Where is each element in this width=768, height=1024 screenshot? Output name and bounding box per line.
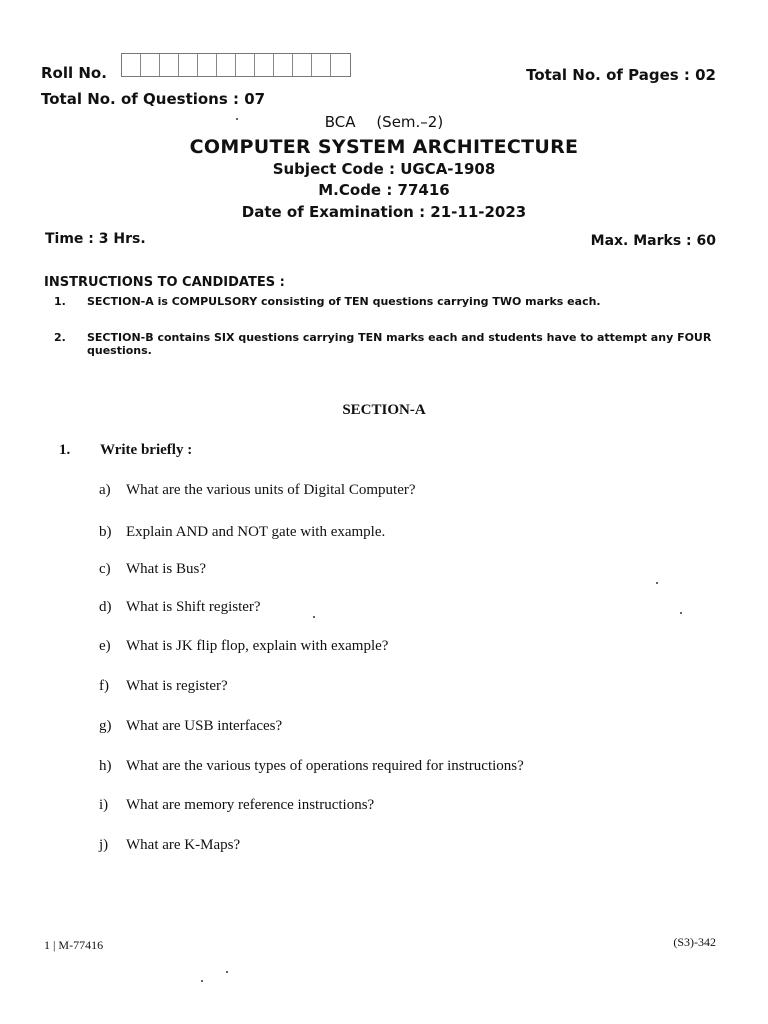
scan-speck (226, 971, 228, 973)
subquestion (99, 837, 240, 854)
roll-no-box (122, 54, 141, 76)
subquestion-label: c) (99, 561, 111, 577)
subquestion (99, 599, 261, 616)
footer-page-code: 1 | M-77416 (44, 938, 104, 952)
subquestion-label: a) (99, 482, 111, 498)
roll-no-boxes (121, 53, 351, 77)
program-name: BCA (324, 113, 356, 131)
subquestion-text: Explain AND and NOT gate with example. (126, 524, 386, 540)
scan-speck (656, 582, 658, 584)
subquestion (99, 638, 388, 655)
roll-no-box (293, 54, 312, 76)
subquestion-text: What are the various types of operations required for instructions? (126, 758, 524, 774)
instruction-number: 1. (54, 295, 66, 308)
subquestion (99, 524, 385, 541)
scan-speck (236, 118, 238, 120)
scan-speck (680, 612, 682, 614)
subquestion-text: What are the various units of Digital Computer? (126, 482, 416, 498)
subquestion-label: i) (99, 797, 109, 813)
footer-series-code: (S3)-342 (673, 935, 716, 949)
subquestion-label: g) (99, 718, 112, 734)
instruction-item (54, 295, 718, 308)
max-marks: Max. Marks : 60 (590, 233, 716, 249)
subquestion-text: What is Bus? (126, 561, 206, 577)
roll-no-box (331, 54, 350, 76)
subquestion-label: f) (99, 678, 109, 694)
roll-no-box (179, 54, 198, 76)
m-code: M.Code : 77416 (318, 181, 450, 199)
roll-no-box (255, 54, 274, 76)
instruction-item (54, 331, 718, 357)
subquestion-label: h) (99, 758, 112, 774)
subquestion (99, 482, 416, 499)
subquestion-text: What is Shift register? (126, 599, 261, 615)
exam-date: Date of Examination : 21-11-2023 (241, 203, 527, 221)
subquestion-label: j) (99, 837, 109, 853)
semester: (Sem.–2) (376, 113, 444, 131)
total-questions: Total No. of Questions : 07 (41, 90, 266, 108)
course-title: COMPUTER SYSTEM ARCHITECTURE (189, 136, 579, 158)
instruction-text: SECTION-A is COMPULSORY consisting of TEN questions carrying TWO marks each. (87, 295, 601, 308)
subquestion (99, 678, 228, 695)
subquestion (99, 718, 282, 735)
section-a-title: SECTION-A (342, 402, 426, 418)
roll-no-label: Roll No. (41, 64, 107, 82)
instruction-text: SECTION-B contains SIX questions carrying TEN marks each and students have to attempt any FOUR questions. (87, 331, 712, 357)
roll-no-box (141, 54, 160, 76)
roll-no-box (198, 54, 217, 76)
subquestion-text: What are K-Maps? (126, 837, 241, 853)
question-number: 1. (59, 442, 71, 458)
subquestion-label: b) (99, 524, 112, 540)
subquestion (99, 758, 524, 775)
scan-speck (313, 616, 315, 618)
roll-no-box (236, 54, 255, 76)
subquestion (99, 561, 206, 578)
scan-speck (201, 980, 203, 982)
program-line (0, 113, 768, 131)
instructions-title: INSTRUCTIONS TO CANDIDATES : (44, 275, 285, 290)
roll-no-box (160, 54, 179, 76)
roll-no-box (217, 54, 236, 76)
question-text: Write briefly : (100, 442, 193, 458)
roll-no-box (312, 54, 331, 76)
subquestion-text: What are memory reference instructions? (126, 797, 375, 813)
subject-code: Subject Code : UGCA-1908 (272, 160, 496, 178)
subquestion-text: What is JK flip flop, explain with example? (126, 638, 389, 654)
subquestion-label: e) (99, 638, 111, 654)
instruction-number: 2. (54, 331, 66, 344)
roll-no-box (274, 54, 293, 76)
subquestion-label: d) (99, 599, 112, 615)
total-pages: Total No. of Pages : 02 (526, 66, 716, 84)
exam-time: Time : 3 Hrs. (45, 231, 146, 247)
subquestion-text: What is register? (126, 678, 228, 694)
subquestion-text: What are USB interfaces? (126, 718, 283, 734)
subquestion (99, 797, 374, 814)
